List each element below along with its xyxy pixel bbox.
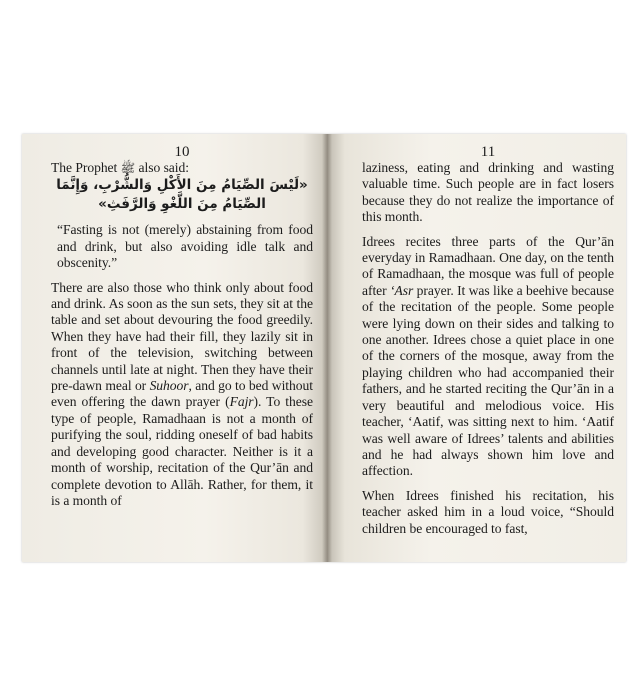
open-book <box>22 134 626 562</box>
arabic-hadith-line-2: الصِّيَامُ مِنَ اللَّغْوِ وَالرَّفَثِ» <box>98 196 266 213</box>
right-para-2a: Idrees recites three parts of the Qur’ān everyday in Ramadhaan. One day, on the tenth of Ramadhaan, the mosque was full of people after <box>362 233 614 298</box>
intro-pre: The Prophet <box>51 160 121 175</box>
left-para-2: , and go to bed without even offering the dawn prayer ( <box>51 378 313 410</box>
left-para-1: There are also those who think only about food and drink. As soon as the sun sets, they sit at the table and set about devouring the food greedily. When they have had their fill, they lazily sit in front of the television, switching between channels until late at night. Then they have their pre-dawn meal or <box>51 279 313 394</box>
left-para-3: ). To these type of people, Ramadhaan is not a month of purifying the soul, ridding oneself of bad habits and developing good character. Neither is it a month of worship, recitation of the Qur’ān and complete devotion to Allāh. Rather, for them, it is a month of <box>51 394 313 508</box>
right-paragraph-2 <box>362 234 614 480</box>
asr-term: ‘Asr <box>390 282 414 298</box>
suhoor-term: Suhoor <box>149 378 189 394</box>
fajr-term: Fajr <box>229 394 254 410</box>
right-paragraph-1: laziness, eating and drinking and wasting valuable time. Such people are in fact losers because they do not realize the importance of this month. <box>362 160 614 225</box>
left-page <box>22 134 327 562</box>
page-number-right: 11 <box>480 144 496 160</box>
right-page <box>327 134 626 562</box>
hadith-translation: “Fasting is not (merely) abstaining from food and drink, but also avoiding idle talk and obscenity.” <box>57 222 313 271</box>
arabic-hadith-line-1: «لَيْسَ الصِّيَامُ مِنَ الأَكْلِ وَالشُّرْبِ، وَإِنَّمَا <box>56 177 308 194</box>
left-page-content <box>51 144 313 509</box>
intro-line <box>51 160 313 176</box>
honorific-symbol: ﷺ <box>120 161 136 175</box>
right-page-content <box>362 144 614 537</box>
left-paragraph <box>51 280 313 510</box>
right-para-2b: prayer. It was like a beehive because of the recitation of the people. Some people were lying down on their sides and talking to one another. Idrees chose a quiet place in one of the corners of the mosque, away from the playing children who had accompanied their fathers, and he started reciting the Qur’ān in a very beautiful and melodious voice. His teacher, ‘Aatif, was sitting next to him. ‘Aatif was well aware of Idrees’ talents and abilities and he had always shown him love and affection. <box>362 282 614 479</box>
right-paragraph-3: When Idrees finished his recitation, his teacher asked him in a loud voice, “Should children be encouraged to fast, <box>362 487 614 536</box>
intro-post: also said: <box>135 160 189 175</box>
page-number-left: 10 <box>174 144 190 160</box>
